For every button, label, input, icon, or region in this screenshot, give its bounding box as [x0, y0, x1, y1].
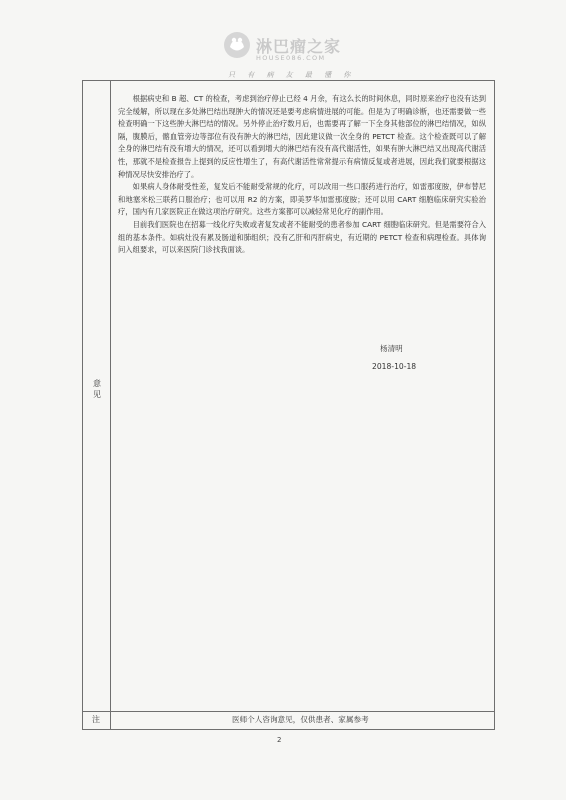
opinion-paragraph: 目前我们医院也在招募一线化疗失败或者复发或者不能耐受的患者参加 CART 细胞临床研究。但是需要符合入组的基本条件。如病灶没有累及肠道和肺组织；没有乙肝和丙肝病史，有近期的 PETCT 检查和病理检查。具体询问入组要求，可以来医院门诊找我面谈。	[118, 219, 486, 255]
opinion-label: 意见	[93, 379, 101, 399]
signature-date: 2018-10-18	[372, 362, 417, 371]
opinion-paragraph: 根据病史和 B 超、CT 的检查，考虑到治疗停止已经 4 月余，有这么长的时间休息，同时原来治疗也没有达到完全缓解，所以现在多处淋巴结出现肿大的情况还是要考虑病情进展的可能。但是为了明确诊断，也还需要做一些检查明确一下这些肿大淋巴结的情况。另外停止治疗数月后，也需要再了解一下全身其他部位的淋巴结情况，如纵隔，腹膜后，髂血管旁边等部位有没有肿大的淋巴结，因此建议做一次全身的 PETCT 检查。这个检查既可以了解全身的淋巴结有没有增大的情况，还可以看到增大的淋巴结有没有高代谢活性，如果有肿大淋巴结又出现高代谢活性，那就不是检查报告上提到的反应性增生了，有高代谢活性常常提示有病情反复或者进展，因此我们就要根据这种情况尽快安排治疗了。	[118, 94, 486, 179]
table-row-divider	[82, 711, 495, 712]
logo-slogan: 只 有 病 友 最 懂 你	[228, 71, 356, 79]
signature-name: 杨清明	[380, 344, 403, 353]
note-text: 医师个人咨询意见，仅供患者、家属参考	[232, 715, 369, 724]
opinion-paragraph: 如果病人身体耐受性差，复发后不能耐受常规的化疗，可以改用一些口服药进行治疗，如雷那度胺，伊布替尼和地塞米松三联药口服治疗；也可以用 R2 的方案，即美罗华加雷那度胺；还可以用 CART 细胞临床研究实验治疗，国内有几家医院正在做这项治疗研究。这些方案都可以减轻常见化疗的副作用。	[118, 182, 486, 217]
logo-hands-icon	[222, 30, 252, 60]
page-number: 2	[277, 736, 282, 744]
table-column-divider	[110, 80, 111, 730]
logo-title: 淋巴瘤之家	[256, 37, 342, 56]
site-logo	[222, 30, 372, 84]
note-label: 注	[92, 715, 100, 724]
logo-url: HOUSE086.COM	[256, 54, 326, 62]
opinion-content	[118, 93, 486, 257]
